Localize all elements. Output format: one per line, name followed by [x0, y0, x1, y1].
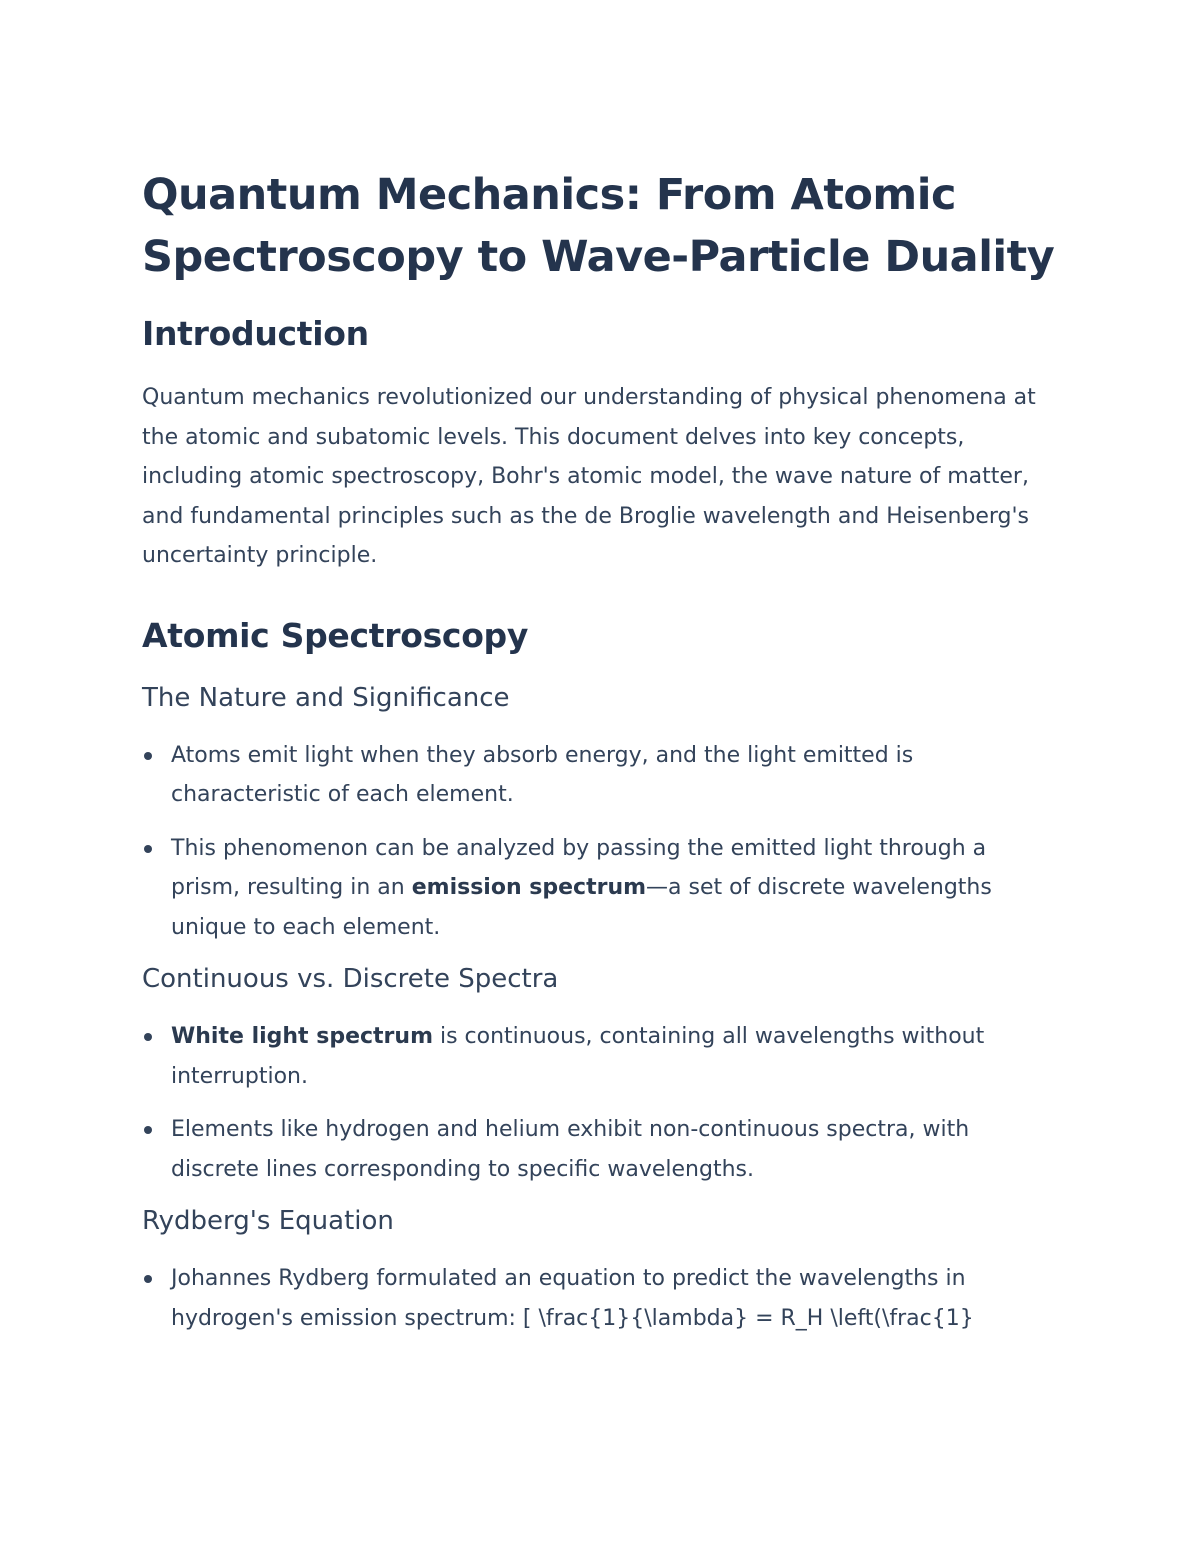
- document-page: [142, 164, 1062, 1352]
- document-title: Quantum Mechanics: From Atomic Spectroscopy to Wave-Particle Duality: [142, 170, 1055, 282]
- bullet-icon: [144, 752, 152, 760]
- emphasis-emission-spectrum: emission spectrum: [411, 875, 647, 900]
- continuous-list: [142, 1017, 1062, 1189]
- subheading-nature-significance: The Nature and Significance: [142, 682, 510, 713]
- list-item-text: Elements like hydrogen and helium exhibit non-continuous spectra, with discrete lines corresponding to specific wavelengths.: [171, 1117, 970, 1182]
- nature-list: [142, 736, 1062, 948]
- subheading-continuous-discrete: Continuous vs. Discrete Spectra: [142, 964, 559, 994]
- bullet-icon: [144, 1033, 152, 1041]
- list-item-text-before: This phenomenon can be analyzed by passing the emitted light through a prism, resulting in an: [171, 835, 987, 900]
- list-item: [142, 829, 1062, 948]
- list-item: [142, 1259, 1062, 1338]
- list-item-text: Johannes Rydberg formulated an equation to predict the wavelengths in hydrogen's emission spectrum: [ \frac{1}{\lambda} = R_H \left(\frac{1}: [171, 1266, 974, 1331]
- list-item-text-after: is continuous, containing all wavelengths without interruption.: [171, 1024, 985, 1089]
- bullet-icon: [144, 1126, 152, 1134]
- section-heading-atomic-spectroscopy: Atomic Spectroscopy: [142, 615, 529, 655]
- list-item-text-after: —a set of discrete wavelengths unique to each element.: [171, 875, 992, 940]
- emphasis-white-light-spectrum: White light spectrum: [171, 1024, 433, 1049]
- introduction-paragraph: Quantum mechanics revolutionized our understanding of physical phenomena at the atomic and subatomic levels. This document delves into key concepts, including atomic spectroscopy, Bohr's atomic model, the wave nature of matter, and fundamental principles such as the de Broglie wavelength and Heisenberg's uncertainty principle.: [142, 385, 1036, 568]
- list-item-text: Atoms emit light when they absorb energy, and the light emitted is characteristic of each element.: [171, 742, 914, 807]
- list-item: [142, 1110, 1062, 1189]
- bullet-icon: [144, 1275, 152, 1283]
- subheading-rydberg-equation: Rydberg's Equation: [142, 1206, 394, 1236]
- section-heading-introduction: Introduction: [142, 314, 369, 353]
- list-item: [142, 1017, 1062, 1096]
- list-item: [142, 736, 1062, 815]
- rydberg-list: [142, 1259, 1062, 1338]
- bullet-icon: [144, 845, 152, 853]
